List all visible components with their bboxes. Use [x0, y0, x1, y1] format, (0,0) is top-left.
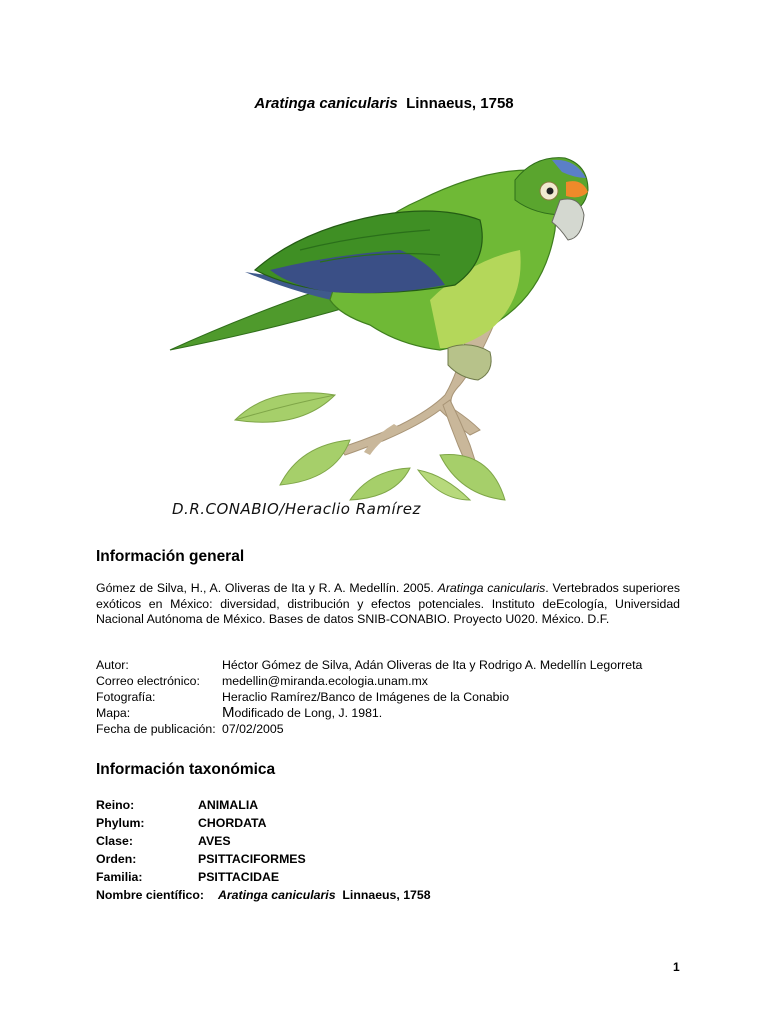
taxonomy-label: Clase: [96, 834, 133, 848]
title-authority: Linnaeus, 1758 [406, 95, 514, 112]
taxonomy-label: Familia: [96, 870, 143, 884]
taxonomy-row [96, 850, 696, 868]
taxonomy-table [96, 796, 696, 904]
credit-label: Autor: [96, 658, 129, 672]
taxonomy-value: PSITTACIFORMES [198, 852, 306, 866]
citation-species: Aratinga canicularis [437, 581, 546, 595]
credit-value-rest: odificado de Long, J. 1981. [234, 706, 383, 720]
taxonomy-value [218, 888, 431, 902]
taxonomy-label: Nombre científico: [96, 888, 204, 902]
taxonomy-value: AVES [198, 834, 231, 848]
taxonomy-row-scientific-name [96, 886, 696, 904]
taxonomy-label: Orden: [96, 852, 137, 866]
credit-label: Fotografía: [96, 690, 156, 704]
general-info-heading: Información general [96, 548, 245, 565]
citation-authors: Gómez de Silva, H., A. Oliveras de Ita y R. A. Medellín. 2005. [96, 581, 438, 595]
taxonomy-label: Reino: [96, 798, 135, 812]
credit-row-email [96, 673, 696, 689]
credit-value [222, 705, 382, 721]
credit-value: 07/02/2005 [222, 722, 284, 736]
taxonomy-row [96, 868, 696, 886]
title-species: Aratinga canicularis [254, 95, 398, 112]
citation-paragraph [96, 581, 680, 628]
taxonomy-label: Phylum: [96, 816, 145, 830]
taxonomy-row [96, 814, 696, 832]
email-link[interactable]: medellin@miranda.ecologia.unam.mx [222, 674, 428, 688]
credit-value: Héctor Gómez de Silva, Adán Oliveras de Ita y Rodrigo A. Medellín Legorreta [222, 658, 643, 672]
document-title [0, 95, 768, 112]
scientific-authority: Linnaeus, 1758 [342, 888, 431, 902]
parakeet-illustration [160, 150, 610, 525]
scientific-species: Aratinga canicularis [218, 888, 336, 902]
credit-row-date [96, 721, 696, 737]
illustration-credit: D.R.CONABIO/Heraclio Ramírez [172, 500, 421, 518]
credit-row-map [96, 705, 696, 721]
credit-label: Mapa: [96, 706, 131, 720]
citation-rest: . Vertebrados superiores exóticos en México: diversidad, distribución y efectos potenciales. Instituto deEcología, Universidad Nacional Autónoma de México. Bases de datos SNIB-CONABIO. Proyecto U020. México. D.F. [96, 581, 680, 626]
credit-row-author [96, 657, 696, 673]
taxonomy-row [96, 796, 696, 814]
credit-label: Fecha de publicación: [96, 722, 216, 736]
credit-value: Heraclio Ramírez/Banco de Imágenes de la Conabio [222, 690, 510, 704]
credits-list [96, 657, 696, 737]
taxonomy-heading: Información taxonómica [96, 761, 276, 778]
taxonomy-value: CHORDATA [198, 816, 267, 830]
credit-label: Correo electrónico: [96, 674, 200, 688]
credit-value-initial: M [222, 704, 235, 721]
taxonomy-row [96, 832, 696, 850]
credit-row-photo [96, 689, 696, 705]
taxonomy-value: PSITTACIDAE [198, 870, 280, 884]
taxonomy-value: ANIMALIA [198, 798, 259, 812]
page-number: 1 [673, 960, 680, 974]
